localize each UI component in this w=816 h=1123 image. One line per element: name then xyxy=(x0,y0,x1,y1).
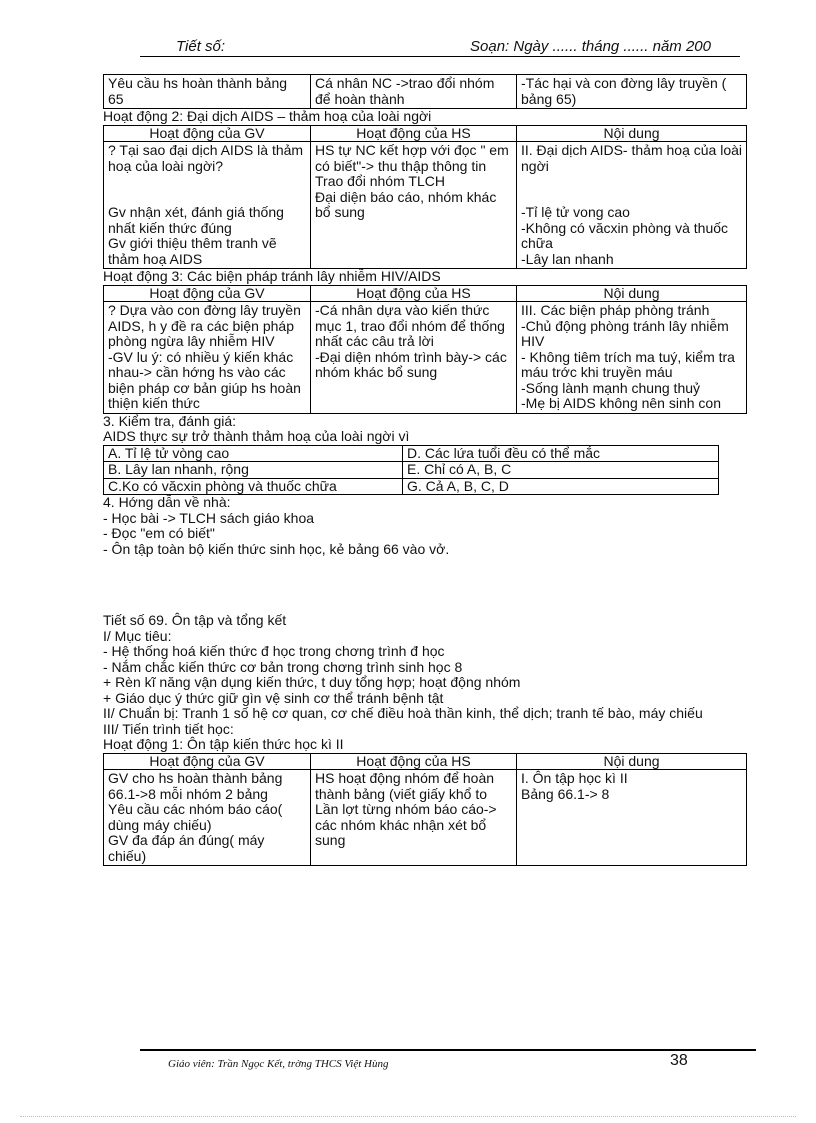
column-header: Hoạt động của GV xyxy=(104,125,311,142)
column-header: Hoạt động của GV xyxy=(104,753,311,770)
table-continuation xyxy=(103,74,747,109)
column-header: Hoạt động của HS xyxy=(311,125,517,142)
list-item: -Sống lành mạnh chung thuỷ xyxy=(521,379,701,396)
table-row xyxy=(104,478,719,495)
gv-cell xyxy=(104,770,311,866)
footer-rule xyxy=(140,1049,756,1051)
list-item: -Đại diện nhóm trình bày-> các nhóm khác bổ sung xyxy=(315,348,507,380)
table-row xyxy=(104,302,747,414)
table-cell: Cá nhân NC ->trao đổi nhóm để hoàn thành xyxy=(311,75,517,109)
list-item: - Hệ thống hoá kiến thức đ học trong chơng trình đ học xyxy=(103,643,445,659)
quiz-question: AIDS thực sự trở thành thảm hoạ của loài ngời vì xyxy=(103,428,410,444)
table-cell: Yêu cầu hs hoàn thành bảng 65 xyxy=(104,75,311,109)
table-header-row xyxy=(104,285,747,302)
table-row xyxy=(104,75,747,109)
list-item: - Học bài -> TLCH sách giáo khoa xyxy=(103,509,315,526)
page-edge xyxy=(20,1116,796,1117)
list-item: - Nắm chắc kiến thức cơ bản trong chơng trình sinh học 8 xyxy=(103,658,463,675)
list-item: -Chủ động phòng tránh lây nhiễm HIV xyxy=(521,317,729,349)
header-date: Soạn: Ngày ...... tháng ...... năm 200 xyxy=(470,38,711,55)
lesson69-title: Tiết số 69. Ôn tập và tổng kết xyxy=(103,612,287,628)
activity3-table xyxy=(103,285,747,414)
column-header: Nội dung xyxy=(517,753,747,770)
quiz-option: D. Các lứa tuổi đều có thể mắc xyxy=(403,445,719,462)
hs-cell xyxy=(311,770,517,866)
list-item: - Ôn tập toàn bộ kiến thức sinh học, kẻ bảng 66 vào vở. xyxy=(103,540,450,557)
column-header: Nội dung xyxy=(517,125,747,142)
column-header: Hoạt động của GV xyxy=(104,285,311,302)
content-cell xyxy=(517,770,747,866)
list-item: GV đa đáp án đúng( máy chiếu) xyxy=(108,832,265,864)
content-cell xyxy=(517,302,747,414)
list-item: HS tự NC kết hợp với đọc " em có biết"-> thu thập thông tin xyxy=(315,142,509,174)
list-item: - Đọc "em có biết" xyxy=(103,525,215,541)
column-header: Hoạt động của HS xyxy=(311,285,517,302)
quiz-option: G. Cả A, B, C, D xyxy=(403,478,719,495)
list-item: Lần lợt từng nhóm báo cáo-> các nhóm khác nhận xét bổ sung xyxy=(315,801,497,848)
table-header-row xyxy=(104,753,747,770)
section3-title: 3. Kiểm tra, đánh giá: xyxy=(103,412,237,429)
list-item: II. Đại dịch AIDS- thảm hoạ của loài ngời xyxy=(521,142,742,174)
list-item: Gv nhận xét, đánh giá thống nhất kiến thức đúng xyxy=(108,204,284,236)
quiz-option: B. Lây lan nhanh, rộng xyxy=(104,462,403,479)
gv-cell xyxy=(104,302,311,414)
header-rule xyxy=(140,56,740,57)
footer-teacher: Giáo viên: Trần Ngọc Kết, trờng THCS Việt Hùng xyxy=(168,1058,389,1070)
quiz-option: A. Tỉ lệ tử vòng cao xyxy=(104,445,403,462)
list-item: -Cá nhân dựa vào kiến thức mục 1, trao đổi nhóm để thống nhất các câu trả lời xyxy=(315,302,505,349)
column-header: Hoạt động của HS xyxy=(311,753,517,770)
list-item: I/ Mục tiêu: xyxy=(103,627,172,644)
activity3-title: Hoạt động 3: Các biện pháp tránh lây nhiễm HIV/AIDS xyxy=(103,268,441,284)
table-header-row xyxy=(104,125,747,142)
list-item: II/ Chuẩn bị: Tranh 1 số hệ cơ quan, cơ chế điều hoà thần kinh, thể dịch; tranh tế bào, máy chiếu xyxy=(103,705,703,721)
table-row xyxy=(104,445,719,462)
activity2-title: Hoạt động 2: Đại dịch AIDS – thảm hoạ của loài ngời xyxy=(103,108,432,124)
table-row xyxy=(104,770,747,866)
list-item: + Rèn kĩ năng vận dụng kiến thức, t duy tổng hợp; hoạt động nhóm xyxy=(103,674,521,690)
quiz-option: E. Chỉ có A, B, C xyxy=(403,462,719,479)
quiz-option: C.Ko có văcxin phòng và thuốc chữa xyxy=(104,478,403,495)
list-item: I. Ôn tập học kì II xyxy=(521,770,628,786)
list-item: GV cho hs hoàn thành bảng 66.1->8 mỗi nhóm 2 bảng xyxy=(108,770,283,802)
list-item: -Lây lan nhanh xyxy=(521,250,614,267)
list-item: -GV lu ý: có nhiều ý kiến khác nhau-> cần hớng hs vào các biện pháp cơ bản giúp hs hoàn thiện kiến thức xyxy=(108,348,301,411)
page-number: 38 xyxy=(670,1052,688,1069)
activity1-title: Hoạt động 1: Ôn tập kiến thức học kì II xyxy=(103,736,344,752)
list-item: - Không tiêm trích ma tuý, kiểm tra máu trớc khi truyền máu xyxy=(521,348,735,380)
table-cell: -Tác hại và con đờng lây truyền ( bảng 65) xyxy=(517,75,747,109)
main-content xyxy=(103,74,742,866)
list-item: III/ Tiến trình tiết học: xyxy=(103,720,234,737)
list-item: Đại diện báo cáo, nhóm khác bổ sung xyxy=(315,188,497,220)
gv-cell xyxy=(104,142,311,269)
activity1-table xyxy=(103,753,747,867)
table-row xyxy=(104,462,719,479)
list-item: ? Dựa vào con đờng lây truyền AIDS, h y đề ra các biện pháp phòng ngừa lây nhiễm HIV xyxy=(108,302,301,349)
list-item: Bảng 66.1-> 8 xyxy=(521,785,610,802)
list-item: + Giáo dục ý thức giữ gìn vệ sinh cơ thể tránh bệnh tật xyxy=(103,689,444,706)
hs-cell xyxy=(311,302,517,414)
list-item: -Tỉ lệ tử vong cao xyxy=(521,204,630,220)
quiz-options-table xyxy=(103,445,719,496)
section4-title: 4. Hớng dẫn về nhà: xyxy=(103,494,231,510)
list-item: Trao đổi nhóm TLCH xyxy=(315,173,445,189)
list-item: -Không có văcxin phòng và thuốc chữa xyxy=(521,219,729,251)
hs-cell xyxy=(311,142,517,269)
list-item: HS hoạt động nhóm để hoàn thành bảng (viết giấy khổ to xyxy=(315,770,495,802)
list-item: -Mẹ bị AIDS không nên sinh con xyxy=(521,395,722,411)
table-row xyxy=(104,142,747,269)
list-item: Yêu cầu các nhóm báo cáo( dùng máy chiếu) xyxy=(108,801,283,833)
list-item: Gv giới thiệu thêm tranh vẽ thảm hoạ AIDS xyxy=(108,235,277,267)
header-lesson-number: Tiết số: xyxy=(176,38,226,55)
column-header: Nội dung xyxy=(517,285,747,302)
activity2-table xyxy=(103,125,747,270)
list-item: ? Tại sao đại dịch AIDS là thảm hoạ của loài ngời? xyxy=(108,142,304,174)
content-cell xyxy=(517,142,747,269)
list-item: III. Các biện pháp phòng tránh xyxy=(521,302,710,318)
